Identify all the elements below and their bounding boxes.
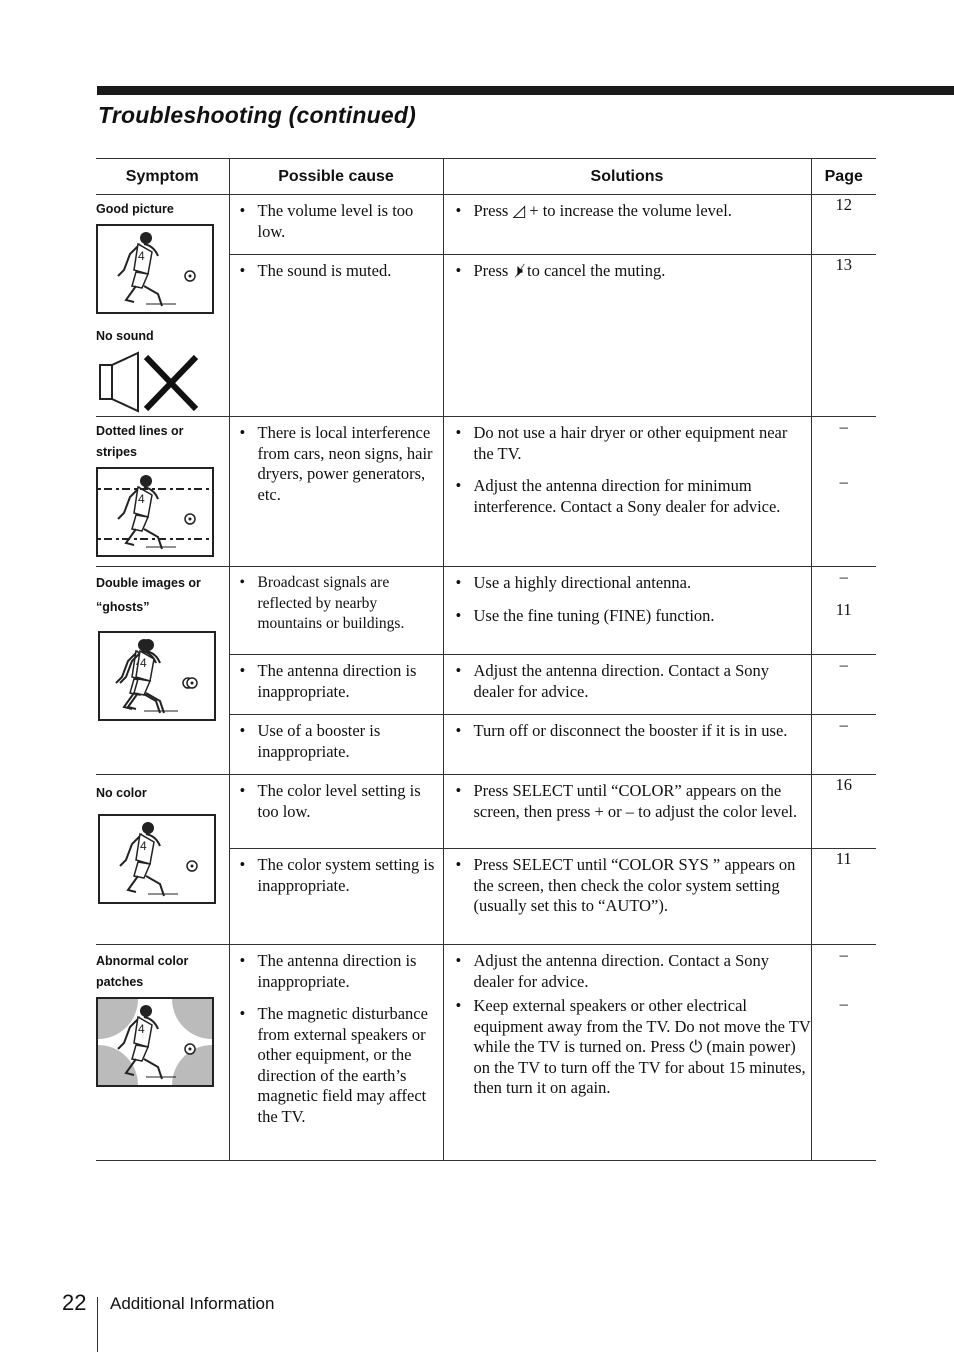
cause-cell bbox=[229, 715, 443, 775]
table-row bbox=[96, 945, 876, 1161]
page-cell bbox=[811, 195, 876, 255]
symptom-label: Double images or “ghosts” bbox=[96, 576, 201, 614]
page-ref: – bbox=[839, 417, 848, 436]
page-cell bbox=[811, 715, 876, 775]
ghost-image bbox=[98, 631, 216, 721]
symptom-label: Dotted lines or stripes bbox=[96, 424, 184, 459]
page-ref: – bbox=[839, 567, 848, 586]
symptom-cell bbox=[96, 195, 229, 417]
page-cell bbox=[811, 567, 876, 655]
page-cell bbox=[811, 655, 876, 715]
no-sound-speaker-icon bbox=[96, 351, 200, 413]
header-page: Page bbox=[811, 159, 876, 195]
footer-divider bbox=[97, 1297, 98, 1352]
solution-item: • Keep external speakers or other electrical equipment away from the TV. Do not move the TV while the TV is turned on. Press ⏻ (main power) on the TV to turn off the TV for about 15 minutes, then turn it on again. bbox=[454, 996, 811, 1099]
solution-cell bbox=[443, 945, 811, 1161]
cause-item: • Broadcast signals are reflected by nearby mountains or buildings. bbox=[238, 573, 443, 635]
table-row bbox=[96, 195, 876, 255]
dotted-lines-image bbox=[96, 467, 214, 557]
page-ref: 12 bbox=[835, 195, 852, 214]
cause-item: • The volume level is too low. bbox=[238, 201, 443, 242]
table-row bbox=[96, 417, 876, 567]
solution-item: • Adjust the antenna direction. Contact a Sony dealer for advice. bbox=[454, 661, 811, 702]
cause-cell bbox=[229, 655, 443, 715]
page-title: Troubleshooting (continued) bbox=[98, 102, 416, 128]
symptom-label: No color bbox=[96, 786, 147, 800]
solution-item: • Adjust the antenna direction for minimum interference. Contact a Sony dealer for advice. bbox=[454, 476, 811, 517]
solution-item: • Press ◿ + to increase the volume level. bbox=[454, 201, 811, 222]
header-symptom: Symptom bbox=[96, 159, 229, 195]
solution-cell bbox=[443, 775, 811, 849]
good-picture-image bbox=[96, 224, 214, 314]
page-ref: – bbox=[839, 993, 848, 1013]
solution-item: • Adjust the antenna direction. Contact a Sony dealer for advice. bbox=[454, 951, 811, 992]
solution-cell bbox=[443, 417, 811, 567]
cause-item: • The sound is muted. bbox=[238, 261, 443, 282]
cause-item: • The color system setting is inappropriate. bbox=[238, 855, 443, 896]
symptom-cell bbox=[96, 775, 229, 945]
page-ref: 11 bbox=[835, 599, 852, 619]
page-ref: 11 bbox=[835, 849, 852, 868]
table-row bbox=[96, 775, 876, 849]
solution-item: • Turn off or disconnect the booster if it is in use. bbox=[454, 721, 811, 742]
section-name: Additional Information bbox=[110, 1294, 275, 1313]
page-ref: 13 bbox=[835, 255, 852, 274]
cause-item: • The antenna direction is inappropriate. bbox=[238, 951, 443, 992]
solution-item: • Do not use a hair dryer or other equipment near the TV. bbox=[454, 423, 811, 464]
solution-cell bbox=[443, 655, 811, 715]
color-patches-image bbox=[96, 997, 214, 1087]
no-color-image bbox=[98, 814, 216, 904]
table-row bbox=[96, 567, 876, 655]
solution-cell bbox=[443, 255, 811, 417]
solution-item: • Press SELECT until “COLOR SYS ” appears on the screen, then check the color system setting (usually set this to “AUTO”). bbox=[454, 855, 811, 917]
symptom-label: Good picture bbox=[96, 202, 174, 216]
solution-item: • Use the fine tuning (FINE) function. bbox=[454, 606, 811, 627]
solution-cell bbox=[443, 849, 811, 945]
cause-cell bbox=[229, 417, 443, 567]
page-cell bbox=[811, 417, 876, 567]
page-cell bbox=[811, 945, 876, 1161]
page-ref: 16 bbox=[835, 775, 852, 794]
cause-item: • The magnetic disturbance from external speakers or other equipment, or the direction of the earth’s magnetic field may affect the TV. bbox=[238, 1004, 443, 1127]
solution-cell bbox=[443, 195, 811, 255]
cause-cell bbox=[229, 255, 443, 417]
troubleshooting-table bbox=[96, 158, 876, 1161]
cause-cell bbox=[229, 567, 443, 655]
page-ref: – bbox=[839, 715, 848, 734]
solution-cell bbox=[443, 567, 811, 655]
page-cell bbox=[811, 849, 876, 945]
symptom-cell bbox=[96, 567, 229, 775]
solution-item: • Press SELECT until “COLOR” appears on the screen, then press + or – to adjust the color level. bbox=[454, 781, 811, 822]
cause-item: • Use of a booster is inappropriate. bbox=[238, 721, 443, 762]
page-ref: – bbox=[839, 471, 848, 491]
header-solutions: Solutions bbox=[443, 159, 811, 195]
symptom-label: Abnormal color patches bbox=[96, 954, 189, 989]
symptom-label: No sound bbox=[96, 329, 154, 343]
page-cell bbox=[811, 255, 876, 417]
page-ref: – bbox=[839, 655, 848, 674]
solution-item: • Press 🕨̸ to cancel the muting. bbox=[454, 261, 811, 282]
header-cause: Possible cause bbox=[229, 159, 443, 195]
page-cell bbox=[811, 775, 876, 849]
solution-item: • Use a highly directional antenna. bbox=[454, 573, 811, 594]
symptom-cell bbox=[96, 417, 229, 567]
symptom-cell bbox=[96, 945, 229, 1161]
cause-cell bbox=[229, 775, 443, 849]
cause-item: • The color level setting is too low. bbox=[238, 781, 443, 822]
cause-cell bbox=[229, 849, 443, 945]
solution-cell bbox=[443, 715, 811, 775]
header-rule bbox=[97, 86, 954, 95]
page-number: 22 bbox=[62, 1290, 87, 1315]
cause-cell bbox=[229, 945, 443, 1161]
page-ref: – bbox=[839, 945, 848, 964]
cause-item: • There is local interference from cars, neon signs, hair dryers, power generators, etc. bbox=[238, 423, 443, 505]
cause-item: • The antenna direction is inappropriate. bbox=[238, 661, 443, 702]
cause-cell bbox=[229, 195, 443, 255]
